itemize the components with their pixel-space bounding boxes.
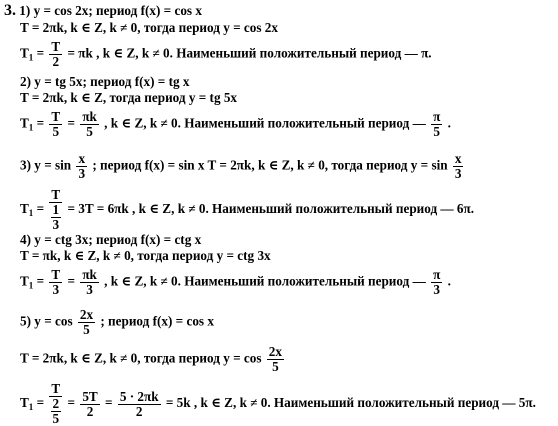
fraction: $\frac{T}{3}$ — [51, 267, 61, 297]
item-5-text-2: T = 2πk, k ∈ Z, k ≠ 0, тогда период — [20, 350, 220, 366]
t1-subscript: 1 — [28, 208, 34, 219]
item-1-text-1: y = cos 2x; период f(x) = cos x — [33, 3, 202, 18]
problem-number: 3. — [4, 2, 16, 19]
t1-subscript: 1 — [28, 52, 34, 63]
fraction: $\frac{5 \cdot 2\pi k}{2}$ — [119, 388, 159, 419]
t1-symbol: T — [20, 115, 29, 131]
item-5-line-2 — [20, 345, 286, 374]
item-5-result: $T_1$ = T 2 5 = $\frac{5T}{2}$ = $\frac{5 \cdot 2\pi k}{2}$ = 5k , k ∈ Z, k ≠ 0. Наименьший положительный период — 5π. — [20, 381, 536, 426]
item-2-line-2: T = 2πk, k ∈ Z, тогда период y = tg 5x — [20, 90, 238, 105]
item-1-label: 1) — [19, 3, 31, 18]
item-3-function: y = sin — [34, 157, 72, 173]
fraction: $\frac{T}{5}$ — [51, 109, 61, 139]
answer-fraction: $\frac{\pi}{5}$ — [433, 109, 441, 139]
fraction: $\frac{T}{2}$ — [51, 39, 61, 69]
item-5-function-2: y = cos — [223, 350, 262, 366]
item-1-result-text: = πk , k ∈ Z, k ≠ 0. Наименьший положительный период — π. — [67, 45, 432, 61]
t1-subscript: 1 — [28, 280, 34, 291]
t1-symbol: T — [20, 45, 29, 61]
t1-symbol: T — [20, 273, 29, 289]
item-3-function-2: y = sin — [410, 157, 448, 173]
compound-fraction: T 2 5 — [51, 381, 61, 426]
item-2-label: 2) — [20, 74, 31, 89]
compound-fraction: T 1 3 — [51, 187, 61, 232]
item-5-label: 5) — [20, 313, 31, 329]
t1-symbol: T — [20, 395, 29, 411]
item-3-line-1 — [20, 152, 465, 181]
item-4-text-1: y = ctg 3x; период f(x) = ctg x — [34, 232, 202, 247]
t1-subscript: 1 — [28, 122, 34, 133]
item-2-result: $T_1$ = $\frac{T}{5}$ = $\frac{\pi k}{5}$ , k ∈ Z, k ≠ 0. Наименьший положительный период — $\frac{\pi}{5}$ . — [20, 109, 451, 139]
item-4-result-text: , k ∈ Z, k ≠ 0. Наименьший положительный период — — [104, 273, 426, 289]
item-5-function: y = cos — [34, 313, 73, 329]
item-2-text-1: y = tg 5x; период f(x) = tg x — [34, 74, 190, 89]
fraction: $\frac{2x}{5}$ — [268, 344, 282, 374]
fraction: $\frac{\pi k}{3}$ — [82, 267, 97, 297]
fraction: $\frac{2x}{5}$ — [79, 307, 94, 337]
item-5-line-1 — [20, 308, 214, 337]
answer-fraction: $\frac{\pi}{3}$ — [433, 267, 441, 297]
item-4-result: $T_1$ = $\frac{T}{3}$ = $\frac{\pi k}{3}$ , k ∈ Z, k ≠ 0. Наименьший положительный период — $\frac{\pi}{3}$ . — [20, 267, 451, 297]
item-3-result: $T_1$ = T 1 3 = 3T = 6πk , k ∈ Z, k ≠ 0. Наименьший положительный период — 6π. — [20, 187, 475, 232]
item-3-label: 3) — [20, 157, 31, 173]
item-2-line-1 — [20, 74, 189, 90]
item-2-result-text: , k ∈ Z, k ≠ 0. Наименьший положительный период — — [104, 115, 426, 131]
item-4-line-1 — [20, 232, 201, 248]
t1-subscript: 1 — [28, 402, 34, 413]
item-1-result: $T_1$ = $\frac{T}{2}$ = πk , k ∈ Z, k ≠ 0. Наименьший положительный период — π. — [20, 39, 432, 69]
item-4-label: 4) — [20, 232, 31, 247]
fraction: $\frac{x}{3}$ — [78, 151, 86, 181]
item-3-text: ; период f(x) = sin x T = 2πk, k ∈ Z, k ≠ 0, тогда период — [92, 157, 408, 173]
item-4-line-2: T = πk, k ∈ Z, k ≠ 0, тогда период y = ctg 3x — [20, 248, 271, 263]
fraction: $\frac{5T}{2}$ — [82, 388, 98, 419]
item-5-result-text: = 5k , k ∈ Z, k ≠ 0. Наименьший положительный период — 5π. — [165, 395, 536, 411]
fraction: $\frac{\pi k}{5}$ — [82, 109, 97, 139]
item-1-line-1 — [4, 3, 202, 19]
t1-symbol: T — [20, 201, 29, 217]
item-1-line-2: T = 2πk, k ∈ Z, k ≠ 0, тогда период y = cos 2x — [20, 20, 278, 35]
item-3-result-text: = 3T = 6πk , k ∈ Z, k ≠ 0. Наименьший положительный период — 6π. — [67, 201, 475, 217]
fraction: $\frac{x}{3}$ — [454, 151, 462, 181]
item-5-text: ; период f(x) = cos x — [100, 313, 214, 329]
